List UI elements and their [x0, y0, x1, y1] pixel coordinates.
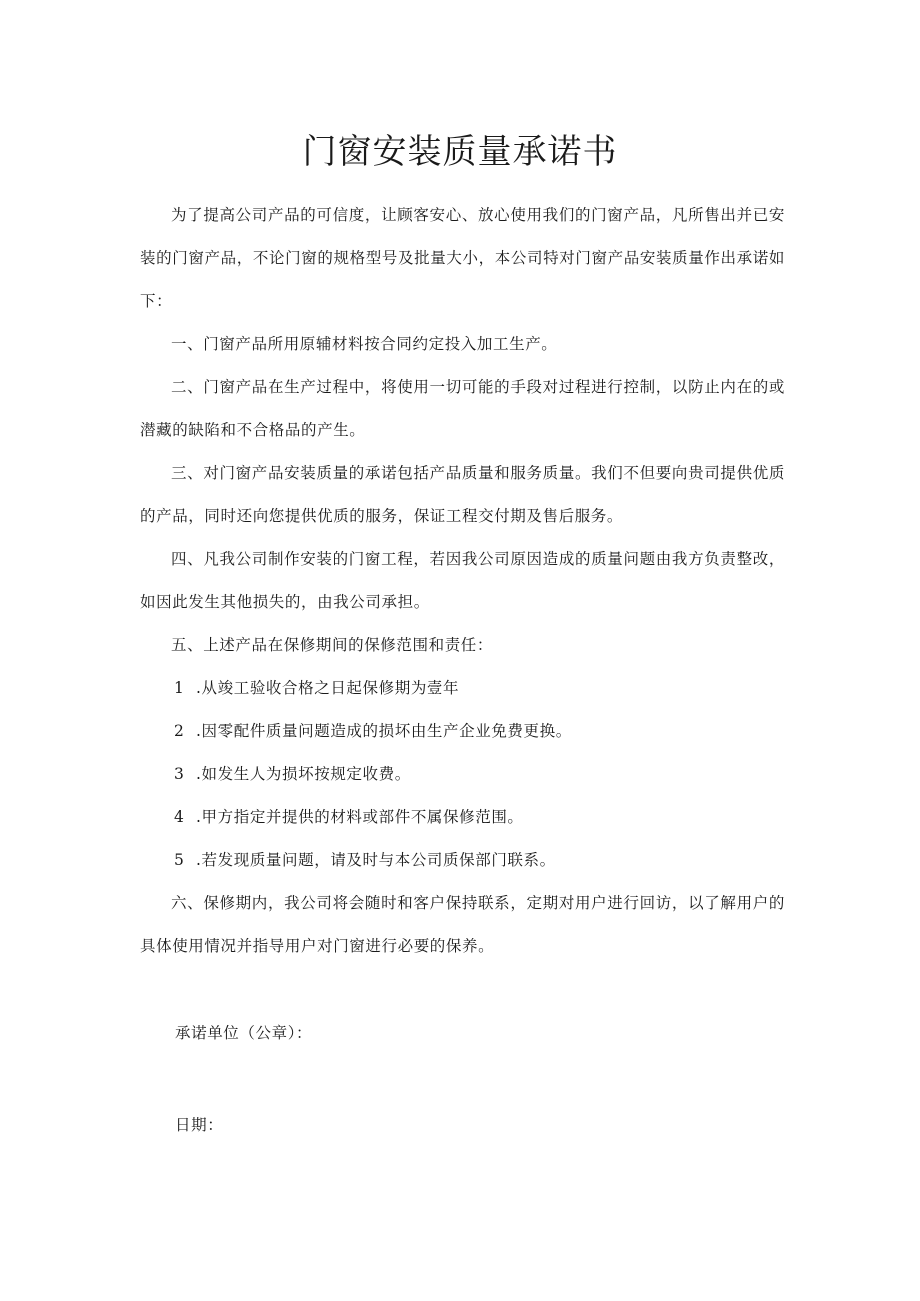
clause-5: 五、上述产品在保修期间的保修范围和责任：: [171, 636, 494, 654]
clause-6: 六、保修期内，我公司将会随时和客户保持联系，定期对用户进行回访，以了解用户的具体使用情况并指导用户对门窗进行必要的保养。: [140, 894, 785, 955]
warranty-item-5: [140, 839, 785, 882]
intro-paragraph: 为了提高公司产品的可信度，让顾客安心、放心使用我们的门窗产品，凡所售出并已安装的门窗产品，不论门窗的规格型号及批量大小，本公司特对门窗产品安装质量作出承诺如下：: [140, 206, 785, 310]
warranty-item-1: [140, 667, 785, 710]
clause-3: 三、对门窗产品安装质量的承诺包括产品质量和服务质量。我们不但要向贵司提供优质的产品，同时还向您提供优质的服务，保证工程交付期及售后服务。: [140, 464, 785, 525]
signature-date-label: 日期：: [175, 1116, 224, 1134]
document-title: 门窗安装质量承诺书: [302, 132, 618, 172]
warranty-item-number: 5: [174, 851, 185, 869]
document-body: [140, 194, 785, 968]
warranty-item-number: 1: [174, 679, 185, 697]
warranty-item-number: 2: [174, 722, 185, 740]
warranty-item-text: .因零配件质量问题造成的损坏由生产企业免费更换。: [196, 722, 572, 740]
clause-1: 一、门窗产品所用原辅材料按合同约定投入加工生产。: [171, 335, 558, 353]
warranty-item-number: 4: [174, 808, 185, 826]
warranty-item-text: .甲方指定并提供的材料或部件不属保修范围。: [196, 808, 524, 826]
warranty-item-4: [140, 796, 785, 839]
clause-4: 四、凡我公司制作安装的门窗工程，若因我公司原因造成的质量问题由我方负责整改，如因此发生其他损失的，由我公司承担。: [140, 550, 785, 611]
warranty-item-text: .从竣工验收合格之日起保修期为壹年: [196, 679, 460, 697]
signature-unit-label: 承诺单位（公章）：: [175, 1024, 313, 1042]
clause-2: 二、门窗产品在生产过程中，将使用一切可能的手段对过程进行控制，以防止内在的或潜藏的缺陷和不合格品的产生。: [140, 378, 785, 439]
warranty-item-2: [140, 710, 785, 753]
warranty-item-3: [140, 753, 785, 796]
warranty-item-number: 3: [174, 765, 185, 783]
warranty-item-text: .若发现质量问题，请及时与本公司质保部门联系。: [196, 851, 556, 869]
warranty-item-text: .如发生人为损坏按规定收费。: [196, 765, 411, 783]
